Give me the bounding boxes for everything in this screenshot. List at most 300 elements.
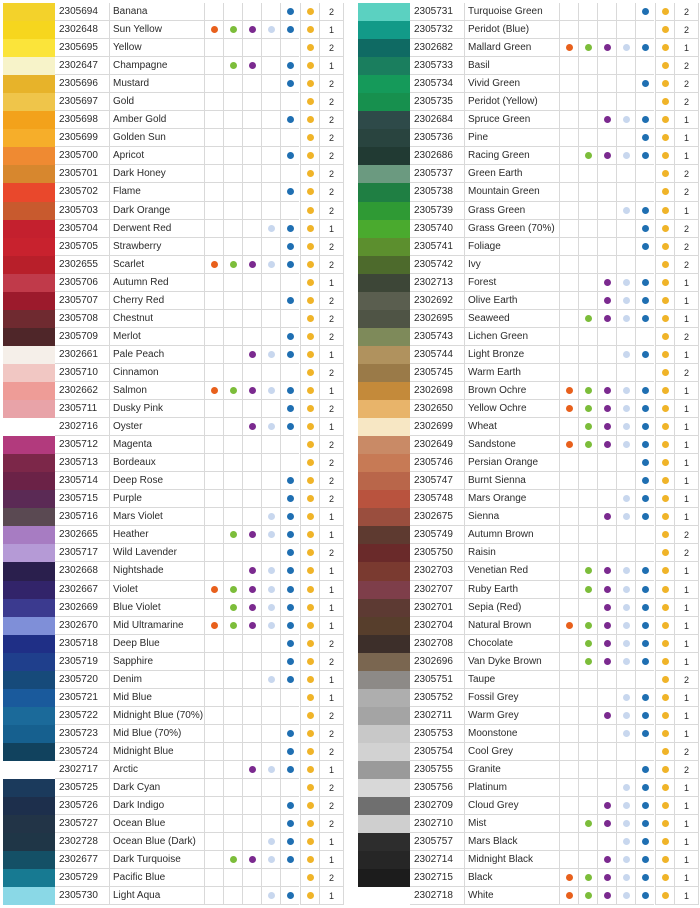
color-row [3,183,344,201]
property-dot-icon [623,351,630,358]
property-dot-icon [307,441,314,448]
property-cell [223,310,242,328]
property-cell [655,436,674,454]
product-code: 2305713 [55,454,110,472]
product-code: 2302667 [55,581,110,599]
property-cell [559,436,578,454]
property-cell [635,725,654,743]
property-cell [242,833,261,851]
product-code: 2302709 [410,797,465,815]
property-cell [616,382,635,400]
property-cell [223,851,242,869]
color-name: Natural Brown [465,617,559,635]
color-row [358,328,699,346]
property-cell [635,75,654,93]
grade-number: 1 [319,689,344,707]
color-row [3,147,344,165]
property-dot-icon [662,495,669,502]
property-cell [635,707,654,725]
property-dot-icon [287,387,294,394]
product-code: 2302662 [55,382,110,400]
property-cell [578,887,597,905]
property-dot-icon [287,26,294,33]
property-cell [280,761,299,779]
property-cell [578,436,597,454]
color-swatch [3,635,55,653]
property-dot-icon [585,405,592,412]
product-code: 2305696 [55,75,110,93]
property-cell [635,21,654,39]
product-code: 2305747 [410,472,465,490]
property-cell [635,364,654,382]
property-cell [204,851,223,869]
color-row [358,400,699,418]
product-code: 2305726 [55,797,110,815]
property-cell [616,454,635,472]
property-cell [261,743,280,761]
property-cell [655,581,674,599]
property-dot-icon [307,748,314,755]
property-dot-icon [623,640,630,647]
color-swatch [3,743,55,761]
grade-number: 1 [674,815,699,833]
property-dot-icon [642,586,649,593]
property-cell [261,869,280,887]
grade-number: 1 [674,147,699,165]
property-dot-icon [287,188,294,195]
product-code: 2305755 [410,761,465,779]
property-cell [597,797,616,815]
property-dot-icon [623,44,630,51]
color-row [3,3,344,21]
property-cell [597,454,616,472]
property-cell [261,544,280,562]
color-swatch [3,418,55,436]
property-cell [616,635,635,653]
property-cell [616,202,635,220]
property-cell [635,111,654,129]
grade-number: 1 [674,725,699,743]
color-swatch [358,725,410,743]
product-code: 2305727 [55,815,110,833]
property-dot-icon [623,567,630,574]
color-swatch [3,617,55,635]
grade-number: 2 [319,129,344,147]
property-cell [223,508,242,526]
property-cell [635,400,654,418]
property-dot-icon [249,856,256,863]
property-cell [261,238,280,256]
property-dot-icon [623,586,630,593]
property-cell [578,562,597,580]
color-swatch [358,617,410,635]
product-code: 2302718 [410,887,465,905]
product-code: 2302670 [55,617,110,635]
color-name: Mountain Green [465,183,559,201]
property-dot-icon [623,207,630,214]
color-name: Merlot [110,328,204,346]
color-row [3,39,344,57]
property-cell [261,292,280,310]
grade-number: 2 [319,436,344,454]
product-code: 2305729 [55,869,110,887]
property-cell [635,183,654,201]
color-swatch [358,635,410,653]
property-cell [280,400,299,418]
property-cell [597,21,616,39]
property-cell [597,147,616,165]
property-cell [204,599,223,617]
property-cell [578,454,597,472]
property-cell [655,21,674,39]
property-cell [597,779,616,797]
color-row [3,220,344,238]
property-cell [204,418,223,436]
property-dot-icon [662,441,669,448]
property-cell [300,725,319,743]
property-cell [261,472,280,490]
property-cell [280,75,299,93]
property-cell [559,779,578,797]
color-name: Fossil Grey [465,689,559,707]
product-code: 2305730 [55,887,110,905]
color-swatch [358,364,410,382]
property-cell [597,202,616,220]
color-name: Chestnut [110,310,204,328]
property-dot-icon [249,531,256,538]
color-row [3,653,344,671]
property-dot-icon [307,26,314,33]
color-row [3,833,344,851]
property-cell [242,490,261,508]
property-cell [261,454,280,472]
color-row [3,93,344,111]
property-cell [204,75,223,93]
property-cell [616,472,635,490]
property-dot-icon [642,351,649,358]
color-row [358,833,699,851]
property-dot-icon [249,62,256,69]
property-cell [635,779,654,797]
property-dot-icon [287,820,294,827]
property-cell [242,526,261,544]
color-row [3,508,344,526]
property-cell [597,526,616,544]
color-row [3,851,344,869]
product-code: 2302695 [410,310,465,328]
property-dot-icon [307,152,314,159]
property-cell [578,400,597,418]
property-dot-icon [604,513,611,520]
property-dot-icon [662,676,669,683]
property-cell [616,21,635,39]
property-dot-icon [642,892,649,899]
property-cell [261,256,280,274]
property-cell [223,761,242,779]
property-dot-icon [230,622,237,629]
property-cell [578,310,597,328]
color-swatch [3,599,55,617]
property-cell [280,635,299,653]
property-dot-icon [307,586,314,593]
property-cell [280,617,299,635]
property-cell [635,833,654,851]
property-cell [655,887,674,905]
property-cell [261,93,280,111]
property-cell [204,779,223,797]
property-cell [616,526,635,544]
property-dot-icon [287,116,294,123]
grade-number: 2 [319,725,344,743]
property-cell [578,526,597,544]
property-cell [578,653,597,671]
property-cell [223,725,242,743]
property-cell [597,111,616,129]
property-cell [300,815,319,833]
property-dot-icon [623,441,630,448]
property-cell [242,797,261,815]
property-cell [655,93,674,111]
property-dot-icon [642,820,649,827]
color-swatch [358,93,410,111]
color-swatch [358,21,410,39]
property-cell [261,617,280,635]
color-swatch [3,725,55,743]
property-dot-icon [307,604,314,611]
property-cell [597,635,616,653]
property-cell [242,436,261,454]
property-cell [261,57,280,75]
grade-number: 1 [674,851,699,869]
property-dot-icon [230,604,237,611]
property-cell [578,472,597,490]
grade-number: 1 [674,653,699,671]
product-code: 2305715 [55,490,110,508]
color-name: Dark Honey [110,165,204,183]
property-cell [559,833,578,851]
color-swatch [3,256,55,274]
color-swatch [3,562,55,580]
property-dot-icon [642,243,649,250]
property-dot-icon [604,44,611,51]
property-cell [635,815,654,833]
property-cell [616,3,635,21]
property-dot-icon [604,856,611,863]
product-code: 2305740 [410,220,465,238]
product-code: 2302708 [410,635,465,653]
product-code: 2302703 [410,562,465,580]
property-dot-icon [230,26,237,33]
property-cell [300,57,319,75]
color-swatch [3,364,55,382]
grade-number: 2 [674,256,699,274]
property-dot-icon [566,874,573,881]
grade-number: 2 [319,815,344,833]
color-name: Wheat [465,418,559,436]
property-cell [578,220,597,238]
property-dot-icon [249,351,256,358]
color-swatch [358,328,410,346]
property-cell [223,490,242,508]
property-dot-icon [662,26,669,33]
grade-number: 1 [674,508,699,526]
color-swatch [3,147,55,165]
property-cell [597,544,616,562]
property-cell [559,472,578,490]
property-cell [280,382,299,400]
product-code: 2302701 [410,599,465,617]
product-code: 2305733 [410,57,465,75]
property-cell [300,436,319,454]
product-code: 2305711 [55,400,110,418]
property-cell [616,238,635,256]
color-row [3,562,344,580]
color-swatch [358,671,410,689]
grade-number: 1 [674,869,699,887]
color-swatch [358,869,410,887]
property-dot-icon [642,838,649,845]
property-cell [578,111,597,129]
color-name: Cinnamon [110,364,204,382]
color-row [358,418,699,436]
property-dot-icon [642,207,649,214]
color-row [358,111,699,129]
property-cell [578,508,597,526]
color-swatch [358,129,410,147]
color-row [3,129,344,147]
property-cell [223,75,242,93]
property-cell [300,544,319,562]
product-code: 2305749 [410,526,465,544]
property-dot-icon [249,622,256,629]
grade-number: 1 [674,382,699,400]
property-cell [578,743,597,761]
product-code: 2305721 [55,689,110,707]
property-dot-icon [307,712,314,719]
property-dot-icon [585,820,592,827]
property-cell [300,887,319,905]
property-cell [559,490,578,508]
color-swatch [3,472,55,490]
color-row [3,797,344,815]
property-cell [578,544,597,562]
property-cell [616,310,635,328]
property-dot-icon [662,369,669,376]
color-name: Cloud Grey [465,797,559,815]
property-dot-icon [230,261,237,268]
property-cell [616,147,635,165]
property-cell [597,562,616,580]
property-cell [223,869,242,887]
property-dot-icon [642,387,649,394]
property-dot-icon [230,387,237,394]
property-dot-icon [268,531,275,538]
property-dot-icon [642,712,649,719]
color-row [3,418,344,436]
color-name: Foliage [465,238,559,256]
color-row [358,761,699,779]
product-code: 2305748 [410,490,465,508]
color-swatch [3,887,55,905]
property-cell [578,725,597,743]
grade-number: 1 [674,292,699,310]
property-cell [242,887,261,905]
property-cell [223,57,242,75]
property-cell [655,75,674,93]
property-cell [655,165,674,183]
property-cell [578,599,597,617]
color-swatch [3,653,55,671]
color-name: Blue Violet [110,599,204,617]
property-cell [655,274,674,292]
property-cell [204,202,223,220]
color-swatch [3,310,55,328]
property-dot-icon [642,604,649,611]
property-cell [280,310,299,328]
grade-number: 1 [674,454,699,472]
property-dot-icon [662,748,669,755]
grade-number: 1 [674,599,699,617]
property-cell [616,544,635,562]
property-cell [597,292,616,310]
color-swatch [358,454,410,472]
color-row [358,869,699,887]
property-cell [242,202,261,220]
grade-number: 1 [319,382,344,400]
color-name: Yellow [110,39,204,57]
color-row [3,274,344,292]
color-name: Mars Orange [465,490,559,508]
property-cell [280,725,299,743]
color-swatch [3,202,55,220]
color-row [358,436,699,454]
color-row [3,689,344,707]
product-code: 2302707 [410,581,465,599]
color-name: Deep Blue [110,635,204,653]
grade-number: 1 [674,346,699,364]
color-row [3,707,344,725]
property-dot-icon [307,549,314,556]
property-cell [300,635,319,653]
color-swatch [358,490,410,508]
color-name: Warm Grey [465,707,559,725]
property-cell [559,256,578,274]
grade-number: 2 [319,93,344,111]
property-cell [261,581,280,599]
property-dot-icon [662,243,669,250]
property-cell [261,165,280,183]
property-dot-icon [662,152,669,159]
color-swatch [3,689,55,707]
property-cell [204,887,223,905]
color-swatch [358,183,410,201]
property-dot-icon [249,26,256,33]
grade-number: 2 [319,635,344,653]
product-code: 2305702 [55,183,110,201]
color-name: Midnight Black [465,851,559,869]
property-dot-icon [287,225,294,232]
property-dot-icon [307,333,314,340]
property-cell [261,797,280,815]
color-swatch [3,382,55,400]
property-cell [300,472,319,490]
property-cell [578,292,597,310]
color-row [358,617,699,635]
property-cell [578,202,597,220]
property-cell [616,57,635,75]
color-name: Oyster [110,418,204,436]
property-cell [578,761,597,779]
